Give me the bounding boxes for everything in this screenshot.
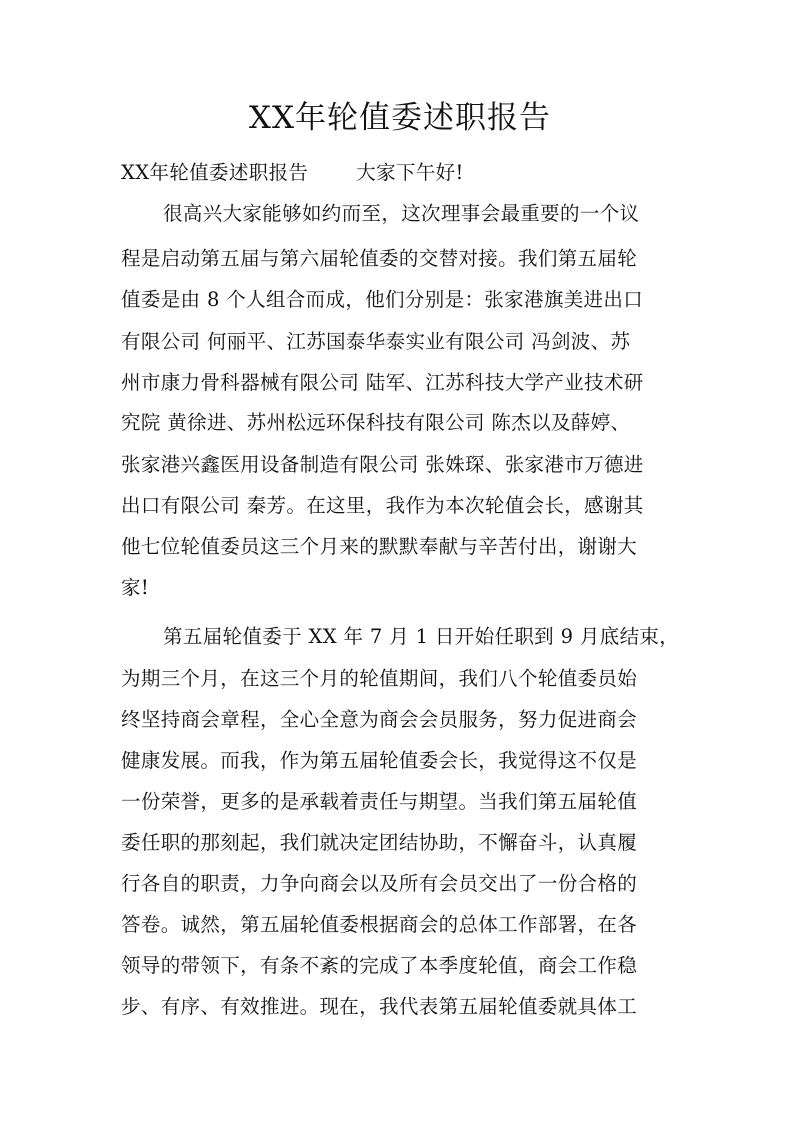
paragraph-1-line-6: 究院 黄徐进、苏州松远环保科技有限公司 陈杰以及薛婷、 [121, 411, 631, 434]
paragraph-2-line-5: 一份荣誉，更多的是承载着责任与期望。当我们第五届轮值 [121, 790, 638, 813]
paragraph-2-line-10: 步、有序、有效推进。现在，我代表第五届轮值委就具体工 [121, 995, 638, 1018]
paragraph-2-line-6: 委任职的那刻起，我们就决定团结协助，不懈奋斗，认真履 [121, 831, 638, 854]
document-title: XX年轮值委述职报告 [248, 100, 552, 136]
paragraph-2-line-1: 第五届轮值委于 XX 年 7 月 1 日开始任职到 9 月底结束， [163, 625, 680, 648]
paragraph-2-line-2: 为期三个月，在这三个月的轮值期间，我们八个轮值委员始 [121, 667, 638, 690]
paragraph-1-line-10: 家! [121, 576, 150, 599]
paragraph-2-line-7: 行各自的职责，力争向商会以及所有会员交出了一份合格的 [121, 872, 638, 895]
paragraph-1-line-4: 有限公司 何丽平、江苏国泰华泰实业有限公司 冯剑波、苏 [121, 330, 631, 353]
paragraph-1-line-9: 他七位轮值委员这三个月来的默默奉献与辛苦付出，谢谢大 [121, 535, 638, 558]
paragraph-1-line-8: 出口有限公司 秦芳。在这里，我作为本次轮值会长，感谢其 [121, 494, 644, 517]
intro-line [121, 160, 464, 186]
intro-subtitle: XX年轮值委述职报告 [121, 161, 309, 184]
paragraph-1-line-1: 很高兴大家能够如约而至，这次理事会最重要的一个议 [163, 202, 640, 225]
paragraph-2-line-8: 答卷。诚然，第五届轮值委根据商会的总体工作部署，在各 [121, 913, 638, 936]
paragraph-2-line-9: 领导的带领下，有条不紊的完成了本季度轮值，商会工作稳 [121, 954, 638, 977]
paragraph-1-line-5: 州市康力骨科器械有限公司 陆军、江苏科技大学产业技术研 [121, 371, 644, 394]
paragraph-2-line-3: 终坚持商会章程，全心全意为商会会员服务，努力促进商会 [121, 708, 638, 731]
paragraph-1-line-3: 值委是由 8 个人组合而成，他们分别是：张家港旗美进出口 [121, 288, 644, 311]
greeting-text: 大家下午好! [356, 161, 464, 184]
paragraph-1-line-7: 张家港兴鑫医用设备制造有限公司 张姝琛、张家港市万德进 [121, 453, 644, 476]
paragraph-1-line-2: 程是启动第五届与第六届轮值委的交替对接。我们第五届轮 [121, 247, 638, 270]
paragraph-2-line-4: 健康发展。而我，作为第五届轮值委会长，我觉得这不仅是 [121, 749, 638, 772]
